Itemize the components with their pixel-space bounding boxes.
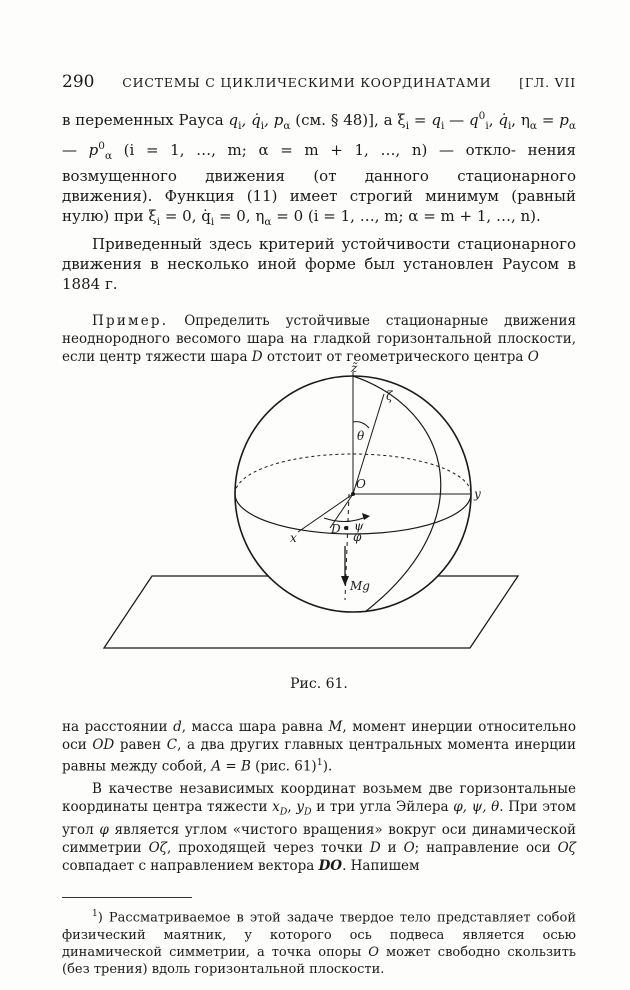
label-x: x	[290, 531, 297, 545]
footnote-ref[interactable]: 1	[316, 757, 323, 768]
paragraph-1: в переменных Рауса $q_i$, $q̇_i$, $p_\alpha$ (см. § 48)], а $\xi_i = q_i$ — $q^0_i$, $q̇_i$, $\eta_\alpha = p_\alpha$ — $p^0_\alpha$ (i = 1, …, m; α = m + 1, …, n) — откло- нения возмущенного движения (от данного стационарного движения). Функция (11) имеет строгий минимум (равный нулю) при $\xi_i = 0$, $q̇_i = 0$, $\eta_\alpha = 0$ (i = 1, …, m; α = m + 1, …, n).	[62, 110, 577, 228]
figure-caption: Рис. 61.	[290, 676, 348, 692]
label-zeta: ζ	[386, 389, 393, 403]
paragraph-4: В качестве независимых координат возьмем две горизонтальные координаты центра тяжести $x_D$, $y_D$ и три угла Эйлера φ, ψ, θ. При этом угол φ является углом «чистого вращения» вокруг оси динамической симметрии Oζ, проходящей через точки D и O; направление оси Oζ совпадает с направлением вектора DO. Напишем	[62, 780, 576, 875]
chapter-title: СИСТЕМЫ С ЦИКЛИЧЕСКИМИ КООРДИНАТАМИ	[122, 75, 492, 90]
running-head	[62, 72, 576, 98]
point-D	[344, 526, 348, 530]
label-Mg: Mg	[350, 579, 370, 593]
footnote-rule	[62, 897, 192, 898]
label-y: y	[474, 487, 481, 501]
book-page	[62, 72, 576, 978]
chapter-label: [ГЛ. VII	[519, 75, 576, 90]
footnote-mark: 1	[92, 909, 98, 920]
label-D: D	[331, 522, 341, 536]
example-paragraph: Пример. Определить устойчивые стационарные движения неоднородного весомого шара на гладкой горизонтальной плоскости, если центр тяжести шара D отстоит от геометрического центра O	[62, 313, 576, 365]
paragraph-2: Приведенный здесь критерий устойчивости стационарного движения в несколько иной форме был установлен Раусом в 1884 г.	[62, 235, 576, 293]
figure-61	[62, 361, 576, 670]
point-O	[351, 492, 355, 496]
page-number: 290	[62, 72, 95, 92]
footnote: $^1$) Рассматриваемое в этой задаче твердое тело представляет собой физический маятник, у которого ось подвеса является осью динамической симметрии, а точка опоры O может свободно скользить (без трения) вдоль горизонтальной плоскости.	[62, 909, 576, 977]
paragraph-3: на расстоянии d, масса шара равна M, момент инерции относительно оси OD равен C, а два других главных центральных момента инерции равны между собой, A = B (рис. 61)$^1$).	[62, 719, 576, 775]
example-label: Пример.	[92, 313, 169, 329]
sphere-diagram	[62, 361, 576, 670]
label-z: z̃	[351, 361, 358, 375]
label-psi: ψ	[354, 519, 364, 533]
label-phi: φ	[353, 530, 362, 544]
label-theta: θ	[357, 429, 365, 443]
label-O: O	[356, 477, 366, 491]
